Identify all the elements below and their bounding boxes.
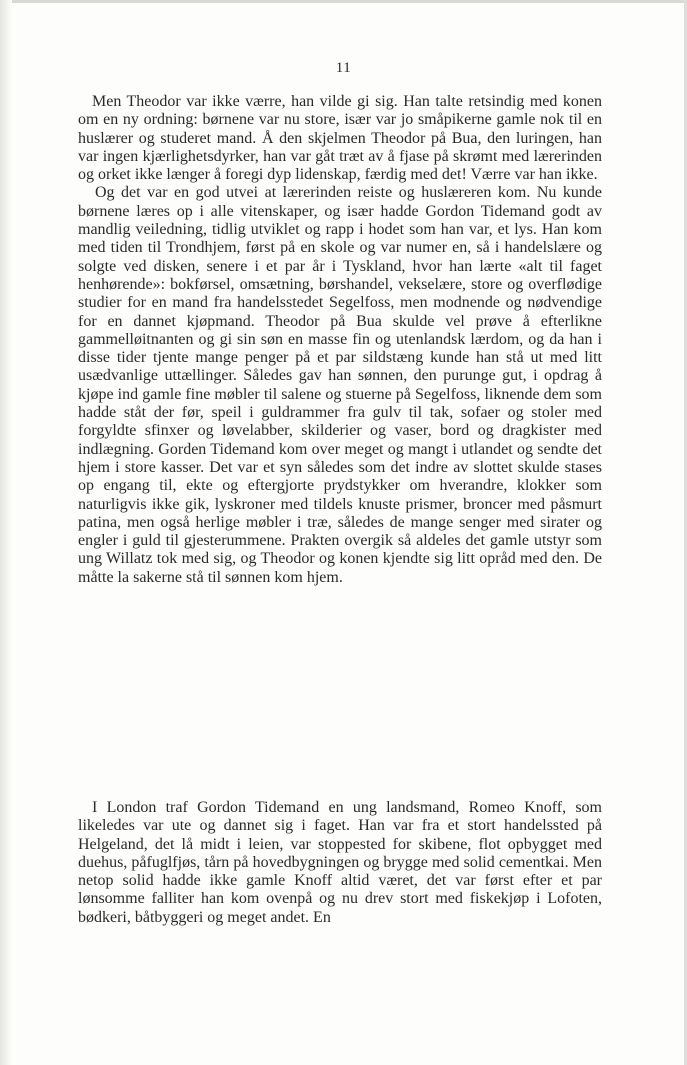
paragraph: I London traf Gordon Tidemand en ung landsmand, Romeo Knoff, som likeledes var ute og dannet sig i faget. Han var fra et stort handelssted på Helgeland, det lå midt i leien, var stoppested for skibene, flot opbygget med duehus, påfuglfjøs, tårn på hovedbygningen og brygge med solid cementkai. Men netop solid hadde ikke gamle Knoff altid været, det var først efter et par lønsomme falliter han kom ovenpå og nu drev stort med fiskekjøp i Lofoten, bødkeri, båtbyggeri og meget andet. En: [78, 799, 602, 926]
page-edge-top: [0, 0, 687, 3]
text-block-upper: [78, 93, 602, 587]
page-edge-left: [0, 0, 12, 1065]
page-number: 11: [335, 60, 352, 76]
text-block-lower: [78, 799, 602, 927]
paragraph: Men Theodor var ikke værre, han vilde gi sig. Han talte retsindig med konen om en ny ordning: børnene var nu store, især var jo småpikerne gamle nok til en huslærer og studeret mand. Å den skjelmen Theodor på Bua, den luringen, han var ingen kjærlighetsdyrker, han var gåt træt av å fjase på skrømt med lærerinden og orket ikke længer å foregi dyp lidenskap, færdig med det! Værre var han ikke.: [78, 93, 602, 184]
paragraph: Og det var en god utvei at lærerinden reiste og huslæreren kom. Nu kunde børnene læres op i alle vitenskaper, og især hadde Gordon Tidemand godt av mandlig veiledning, tidlig utviklet og rapp i hodet som han var, et lys. Han kom med tiden til Trondhjem, først på en skole og var numer en, så i handelslære og solgte ved disken, senere i et par år i Tyskland, hvor han lærte «alt til faget henhørende»: bokførsel, omsætning, børshandel, vekselære, store og overflødige studier for en mand fra handelsstedet Segelfoss, men modnende og nødvendige for en dannet kjøpmand. Theodor på Bua skulde vel prøve å efterlikne gammelløitnanten og gi sin søn en masse fin og utenlandsk lærdom, og da han i disse tider tjente mange penger på et par sildstæng kunde han stå ut med litt usædvanlige uttællinger. Således gav han sønnen, den purunge gut, i opdrag å kjøpe ind gamle fine møbler til salene og stuerne på Segelfoss, liknende dem som hadde ståt der før, speil i guldrammer fra gulv til tak, sofaer og stoler med forgyldte sfinxer og løvelabber, skilderier og vaser, bord og dragkister med indlægning. Gorden Tidemand kom over meget og mangt i utlandet og sendte det hjem i store kasser. Det var et syn således som det indre av slottet skulde stases op engang til, ekte og eftergjorte prydstykker om hverandre, klokker som naturligvis ikke gik, lyskroner med tildels knuste prismer, broncer med påsmurt patina, men også herlige møbler i træ, således de mange senger med sirater og engler i guld til gjesterummene. Prakten overgik så aldeles det gamle utstyr som ung Willatz tok med sig, og Theodor og konen kjendte sig litt opråd med den. De måtte la sakerne stå til sønnen kom hjem.: [78, 184, 602, 586]
